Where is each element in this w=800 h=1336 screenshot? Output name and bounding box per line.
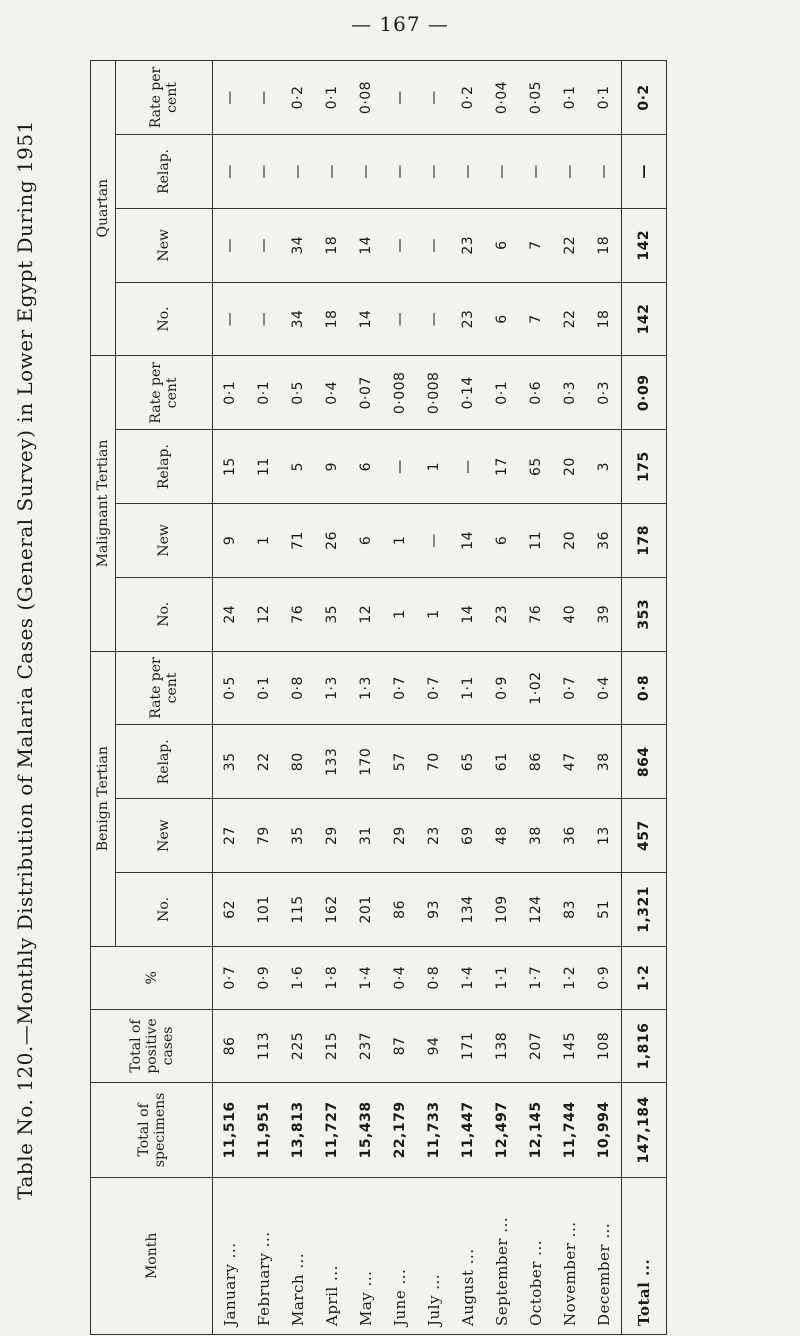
specimens-cell: 12,145: [519, 1083, 553, 1177]
header-quartan-rate: Rate per cent: [116, 61, 213, 135]
table-title: Table No. 120.—Monthly Distribution of Malaria Cases (General Survey) in Lower Egypt During 1951: [13, 120, 37, 1200]
malignant-rate-cell: 0·07: [349, 356, 383, 430]
header-benign-tertian: Benign Tertian: [91, 651, 116, 946]
malignant-rate-cell: 0·1: [247, 356, 281, 430]
benign-new-cell: 13: [587, 799, 622, 873]
benign-relap-cell: 170: [349, 725, 383, 799]
malignant-no-cell: 1: [383, 577, 417, 651]
benign-relap-cell: 22: [247, 725, 281, 799]
quartan-new-cell: 6: [485, 208, 519, 282]
header-benign-no: No.: [116, 873, 213, 947]
quartan-rate-cell: —: [247, 61, 281, 135]
quartan-no-cell: 23: [451, 282, 485, 356]
benign-no-cell: 101: [247, 873, 281, 947]
quartan-no-cell: —: [213, 282, 248, 356]
malignant-relap-cell: 6: [349, 430, 383, 504]
benign-new-cell: 23: [417, 799, 451, 873]
benign-no-cell: 51: [587, 873, 622, 947]
total-quartan-new-cell: 142: [622, 208, 667, 282]
malignant-rate-cell: 0·008: [417, 356, 451, 430]
specimens-cell: 11,447: [451, 1083, 485, 1177]
total-quartan-no-cell: 142: [622, 282, 667, 356]
malignant-relap-cell: 1: [417, 430, 451, 504]
pct-cell: 1·7: [519, 946, 553, 1009]
malignant-no-cell: 23: [485, 577, 519, 651]
quartan-rate-cell: 0·2: [281, 61, 315, 135]
total-malignant-rate-cell: 0·09: [622, 356, 667, 430]
specimens-cell: 11,951: [247, 1083, 281, 1177]
benign-no-cell: 115: [281, 873, 315, 947]
malignant-relap-cell: 3: [587, 430, 622, 504]
benign-no-cell: 86: [383, 873, 417, 947]
malignant-relap-cell: 15: [213, 430, 248, 504]
quartan-relap-cell: —: [553, 135, 587, 209]
pct-cell: 1·8: [315, 946, 349, 1009]
pct-cell: 0·7: [213, 946, 248, 1009]
month-cell: January ...: [213, 1177, 248, 1334]
header-pct: %: [91, 946, 213, 1009]
total-quartan-relap-cell: —: [622, 135, 667, 209]
table-row: [315, 61, 349, 1335]
month-cell: November ...: [553, 1177, 587, 1334]
quartan-rate-cell: 0·1: [315, 61, 349, 135]
benign-rate-cell: 0·1: [247, 651, 281, 725]
malignant-new-cell: 26: [315, 504, 349, 578]
benign-no-cell: 134: [451, 873, 485, 947]
quartan-relap-cell: —: [485, 135, 519, 209]
benign-rate-cell: 0·5: [213, 651, 248, 725]
malignant-no-cell: 24: [213, 577, 248, 651]
benign-no-cell: 83: [553, 873, 587, 947]
benign-new-cell: 79: [247, 799, 281, 873]
malignant-relap-cell: 9: [315, 430, 349, 504]
malignant-new-cell: 9: [213, 504, 248, 578]
pct-cell: 1·1: [485, 946, 519, 1009]
benign-no-cell: 124: [519, 873, 553, 947]
positive-cell: 108: [587, 1009, 622, 1082]
month-cell: July ...: [417, 1177, 451, 1334]
malignant-rate-cell: 0·3: [587, 356, 622, 430]
malignant-rate-cell: 0·6: [519, 356, 553, 430]
benign-relap-cell: 80: [281, 725, 315, 799]
malignant-no-cell: 12: [349, 577, 383, 651]
quartan-new-cell: 34: [281, 208, 315, 282]
benign-new-cell: 27: [213, 799, 248, 873]
benign-relap-cell: 133: [315, 725, 349, 799]
benign-relap-cell: 86: [519, 725, 553, 799]
benign-rate-cell: 0·7: [417, 651, 451, 725]
malignant-rate-cell: 0·5: [281, 356, 315, 430]
benign-new-cell: 48: [485, 799, 519, 873]
benign-rate-cell: 0·7: [553, 651, 587, 725]
quartan-rate-cell: —: [417, 61, 451, 135]
benign-rate-cell: 0·7: [383, 651, 417, 725]
quartan-new-cell: 22: [553, 208, 587, 282]
malignant-no-cell: 76: [281, 577, 315, 651]
quartan-relap-cell: —: [451, 135, 485, 209]
benign-rate-cell: 0·8: [281, 651, 315, 725]
quartan-rate-cell: 0·08: [349, 61, 383, 135]
quartan-rate-cell: —: [383, 61, 417, 135]
quartan-relap-cell: —: [247, 135, 281, 209]
benign-rate-cell: 1·3: [349, 651, 383, 725]
table-row: [349, 61, 383, 1335]
benign-rate-cell: 0·9: [485, 651, 519, 725]
quartan-no-cell: 18: [315, 282, 349, 356]
benign-no-cell: 62: [213, 873, 248, 947]
quartan-new-cell: —: [417, 208, 451, 282]
benign-no-cell: 201: [349, 873, 383, 947]
page-number: — 167 —: [351, 12, 449, 36]
malignant-no-cell: 76: [519, 577, 553, 651]
benign-relap-cell: 65: [451, 725, 485, 799]
benign-new-cell: 29: [383, 799, 417, 873]
quartan-new-cell: 14: [349, 208, 383, 282]
benign-no-cell: 109: [485, 873, 519, 947]
total-specimens-cell: 147,184: [622, 1083, 667, 1177]
malignant-new-cell: 14: [451, 504, 485, 578]
malaria-table: [90, 60, 667, 1335]
pct-cell: 0·9: [587, 946, 622, 1009]
header-malignant-rate: Rate per cent: [116, 356, 213, 430]
table-row: [451, 61, 485, 1335]
benign-relap-cell: 38: [587, 725, 622, 799]
pct-cell: 0·9: [247, 946, 281, 1009]
quartan-no-cell: —: [417, 282, 451, 356]
specimens-cell: 11,727: [315, 1083, 349, 1177]
malignant-relap-cell: —: [383, 430, 417, 504]
positive-cell: 207: [519, 1009, 553, 1082]
quartan-no-cell: —: [247, 282, 281, 356]
table-row: [383, 61, 417, 1335]
total-benign-no-cell: 1,321: [622, 873, 667, 947]
positive-cell: 237: [349, 1009, 383, 1082]
quartan-new-cell: 23: [451, 208, 485, 282]
malignant-rate-cell: 0·1: [213, 356, 248, 430]
table-row: [519, 61, 553, 1335]
specimens-cell: 11,744: [553, 1083, 587, 1177]
malignant-rate-cell: 0·3: [553, 356, 587, 430]
total-label-cell: Total ...: [622, 1177, 667, 1334]
header-benign-rate: Rate per cent: [116, 651, 213, 725]
pct-cell: 1·6: [281, 946, 315, 1009]
benign-relap-cell: 61: [485, 725, 519, 799]
month-cell: June ...: [383, 1177, 417, 1334]
benign-relap-cell: 47: [553, 725, 587, 799]
specimens-cell: 10,994: [587, 1083, 622, 1177]
header-total-specimens: Total of specimens: [91, 1083, 213, 1177]
positive-cell: 145: [553, 1009, 587, 1082]
total-benign-relap-cell: 864: [622, 725, 667, 799]
benign-new-cell: 38: [519, 799, 553, 873]
positive-cell: 225: [281, 1009, 315, 1082]
header-month: Month: [91, 1177, 213, 1334]
total-malignant-no-cell: 353: [622, 577, 667, 651]
benign-new-cell: 69: [451, 799, 485, 873]
quartan-no-cell: 22: [553, 282, 587, 356]
table-row: [213, 61, 248, 1335]
month-cell: April ...: [315, 1177, 349, 1334]
table-row: [587, 61, 622, 1335]
header-benign-new: New: [116, 799, 213, 873]
malignant-rate-cell: 0·14: [451, 356, 485, 430]
total-malignant-relap-cell: 175: [622, 430, 667, 504]
malignant-no-cell: 1: [417, 577, 451, 651]
specimens-cell: 11,516: [213, 1083, 248, 1177]
malignant-relap-cell: 11: [247, 430, 281, 504]
quartan-rate-cell: 0·05: [519, 61, 553, 135]
header-quartan-no: No.: [116, 282, 213, 356]
malignant-relap-cell: 65: [519, 430, 553, 504]
malignant-relap-cell: 20: [553, 430, 587, 504]
quartan-relap-cell: —: [417, 135, 451, 209]
benign-new-cell: 35: [281, 799, 315, 873]
malignant-no-cell: 39: [587, 577, 622, 651]
table-row: [247, 61, 281, 1335]
header-benign-relap: Relap.: [116, 725, 213, 799]
malignant-new-cell: 11: [519, 504, 553, 578]
positive-cell: 215: [315, 1009, 349, 1082]
malignant-no-cell: 12: [247, 577, 281, 651]
month-cell: September ...: [485, 1177, 519, 1334]
quartan-relap-cell: —: [519, 135, 553, 209]
quartan-relap-cell: —: [213, 135, 248, 209]
specimens-cell: 15,438: [349, 1083, 383, 1177]
positive-cell: 86: [213, 1009, 248, 1082]
quartan-new-cell: —: [247, 208, 281, 282]
benign-rate-cell: 0·4: [587, 651, 622, 725]
malignant-new-cell: 6: [349, 504, 383, 578]
quartan-relap-cell: —: [383, 135, 417, 209]
malignant-no-cell: 14: [451, 577, 485, 651]
quartan-new-cell: 7: [519, 208, 553, 282]
malignant-new-cell: 6: [485, 504, 519, 578]
quartan-new-cell: 18: [315, 208, 349, 282]
header-malignant-tertian: Malignant Tertian: [91, 356, 116, 651]
quartan-rate-cell: 0·04: [485, 61, 519, 135]
quartan-no-cell: 6: [485, 282, 519, 356]
quartan-no-cell: 34: [281, 282, 315, 356]
total-row: [622, 61, 667, 1335]
header-quartan-relap: Relap.: [116, 135, 213, 209]
benign-rate-cell: 1·02: [519, 651, 553, 725]
quartan-rate-cell: 0·1: [553, 61, 587, 135]
malignant-relap-cell: —: [451, 430, 485, 504]
table-row: [485, 61, 519, 1335]
benign-new-cell: 36: [553, 799, 587, 873]
total-benign-rate-cell: 0·8: [622, 651, 667, 725]
malignant-relap-cell: 5: [281, 430, 315, 504]
quartan-no-cell: 7: [519, 282, 553, 356]
month-cell: May ...: [349, 1177, 383, 1334]
malignant-new-cell: —: [417, 504, 451, 578]
pct-cell: 1·4: [349, 946, 383, 1009]
total-positive-cell: 1,816: [622, 1009, 667, 1082]
benign-relap-cell: 57: [383, 725, 417, 799]
positive-cell: 171: [451, 1009, 485, 1082]
malaria-table-rotated: [90, 60, 653, 1335]
benign-rate-cell: 1·3: [315, 651, 349, 725]
benign-relap-cell: 35: [213, 725, 248, 799]
quartan-no-cell: 18: [587, 282, 622, 356]
month-cell: December ...: [587, 1177, 622, 1334]
positive-cell: 113: [247, 1009, 281, 1082]
quartan-new-cell: —: [383, 208, 417, 282]
positive-cell: 94: [417, 1009, 451, 1082]
benign-no-cell: 162: [315, 873, 349, 947]
header-total-positive: Total of positive cases: [91, 1009, 213, 1082]
total-pct-cell: 1·2: [622, 946, 667, 1009]
benign-new-cell: 31: [349, 799, 383, 873]
malignant-no-cell: 35: [315, 577, 349, 651]
header-quartan-new: New: [116, 208, 213, 282]
benign-rate-cell: 1·1: [451, 651, 485, 725]
positive-cell: 87: [383, 1009, 417, 1082]
quartan-rate-cell: 0·2: [451, 61, 485, 135]
malignant-new-cell: 71: [281, 504, 315, 578]
quartan-rate-cell: —: [213, 61, 248, 135]
malignant-new-cell: 1: [247, 504, 281, 578]
benign-new-cell: 29: [315, 799, 349, 873]
quartan-relap-cell: —: [281, 135, 315, 209]
malignant-rate-cell: 0·1: [485, 356, 519, 430]
benign-no-cell: 93: [417, 873, 451, 947]
header-quartan: Quartan: [91, 61, 116, 356]
header-malignant-new: New: [116, 504, 213, 578]
table-row: [553, 61, 587, 1335]
quartan-new-cell: 18: [587, 208, 622, 282]
malignant-new-cell: 1: [383, 504, 417, 578]
total-quartan-rate-cell: 0·2: [622, 61, 667, 135]
table-row: [417, 61, 451, 1335]
specimens-cell: 12,497: [485, 1083, 519, 1177]
header-malignant-relap: Relap.: [116, 430, 213, 504]
quartan-relap-cell: —: [349, 135, 383, 209]
malignant-relap-cell: 17: [485, 430, 519, 504]
quartan-no-cell: —: [383, 282, 417, 356]
malignant-no-cell: 40: [553, 577, 587, 651]
specimens-cell: 22,179: [383, 1083, 417, 1177]
month-cell: August ...: [451, 1177, 485, 1334]
quartan-relap-cell: —: [587, 135, 622, 209]
pct-cell: 0·4: [383, 946, 417, 1009]
specimens-cell: 11,733: [417, 1083, 451, 1177]
header-malignant-no: No.: [116, 577, 213, 651]
malignant-rate-cell: 0·008: [383, 356, 417, 430]
malignant-new-cell: 20: [553, 504, 587, 578]
benign-relap-cell: 70: [417, 725, 451, 799]
total-malignant-new-cell: 178: [622, 504, 667, 578]
malignant-rate-cell: 0·4: [315, 356, 349, 430]
month-cell: February ...: [247, 1177, 281, 1334]
malignant-new-cell: 36: [587, 504, 622, 578]
total-benign-new-cell: 457: [622, 799, 667, 873]
month-cell: October ...: [519, 1177, 553, 1334]
month-cell: March ...: [281, 1177, 315, 1334]
quartan-new-cell: —: [213, 208, 248, 282]
quartan-rate-cell: 0·1: [587, 61, 622, 135]
pct-cell: 1·4: [451, 946, 485, 1009]
quartan-no-cell: 14: [349, 282, 383, 356]
table-row: [281, 61, 315, 1335]
pct-cell: 1·2: [553, 946, 587, 1009]
positive-cell: 138: [485, 1009, 519, 1082]
specimens-cell: 13,813: [281, 1083, 315, 1177]
quartan-relap-cell: —: [315, 135, 349, 209]
pct-cell: 0·8: [417, 946, 451, 1009]
